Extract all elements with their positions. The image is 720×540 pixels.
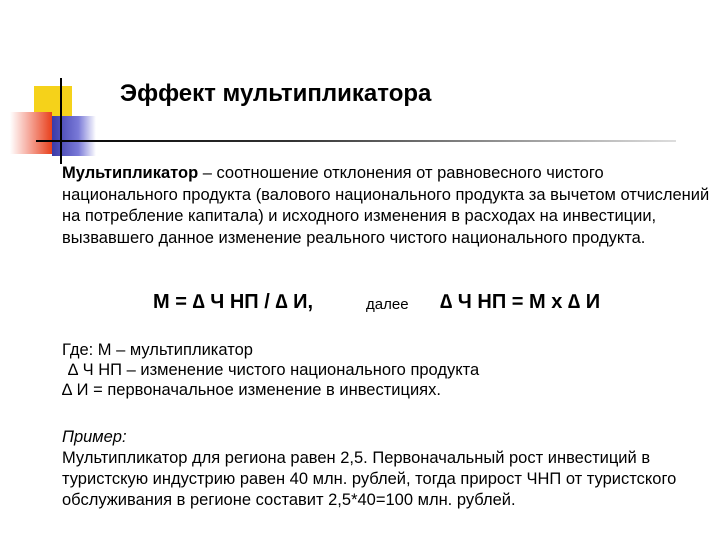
formula-main: М = ∆ Ч НП / ∆ И,	[153, 291, 314, 313]
formula-connector: далее	[366, 296, 409, 313]
decor-red-square	[10, 112, 52, 154]
definition-term: Мультипликатор	[62, 164, 199, 182]
formula-derived: ∆ Ч НП = М x ∆ И	[440, 291, 601, 313]
definition-paragraph	[62, 163, 712, 249]
slide-title: Эффект мультипликатора	[120, 80, 432, 107]
legend-line-multiplier: Где: М – мультипликатор	[62, 341, 253, 359]
title-underline	[36, 140, 676, 142]
formula-legend	[62, 340, 479, 400]
example-label: Пример:	[62, 428, 127, 446]
decor-vertical-line	[60, 78, 62, 164]
definition-text: – соотношение отклонения от равновесного чистого национального продукта (валового национального продукта за вычетом отчислений на потребление капитала) и исходного изменения в расходах на инвестиции, вызвавшего данное изменение реального чистого национального продукта.	[62, 164, 710, 247]
legend-line-nnp: ∆ Ч НП – изменение чистого национального продукта	[68, 361, 480, 379]
example-text: Мультипликатор для региона равен 2,5. Первоначальный рост инвестиций в туристскую индустрию равен 40 млн. рублей, тогда прирост ЧНП от туристского обслуживания в регионе составит 2,5*40=100 млн. рублей.	[62, 449, 677, 509]
legend-line-investment: ∆ И = первоначальное изменение в инвестициях.	[62, 381, 441, 399]
decor-blue-square	[52, 116, 96, 156]
